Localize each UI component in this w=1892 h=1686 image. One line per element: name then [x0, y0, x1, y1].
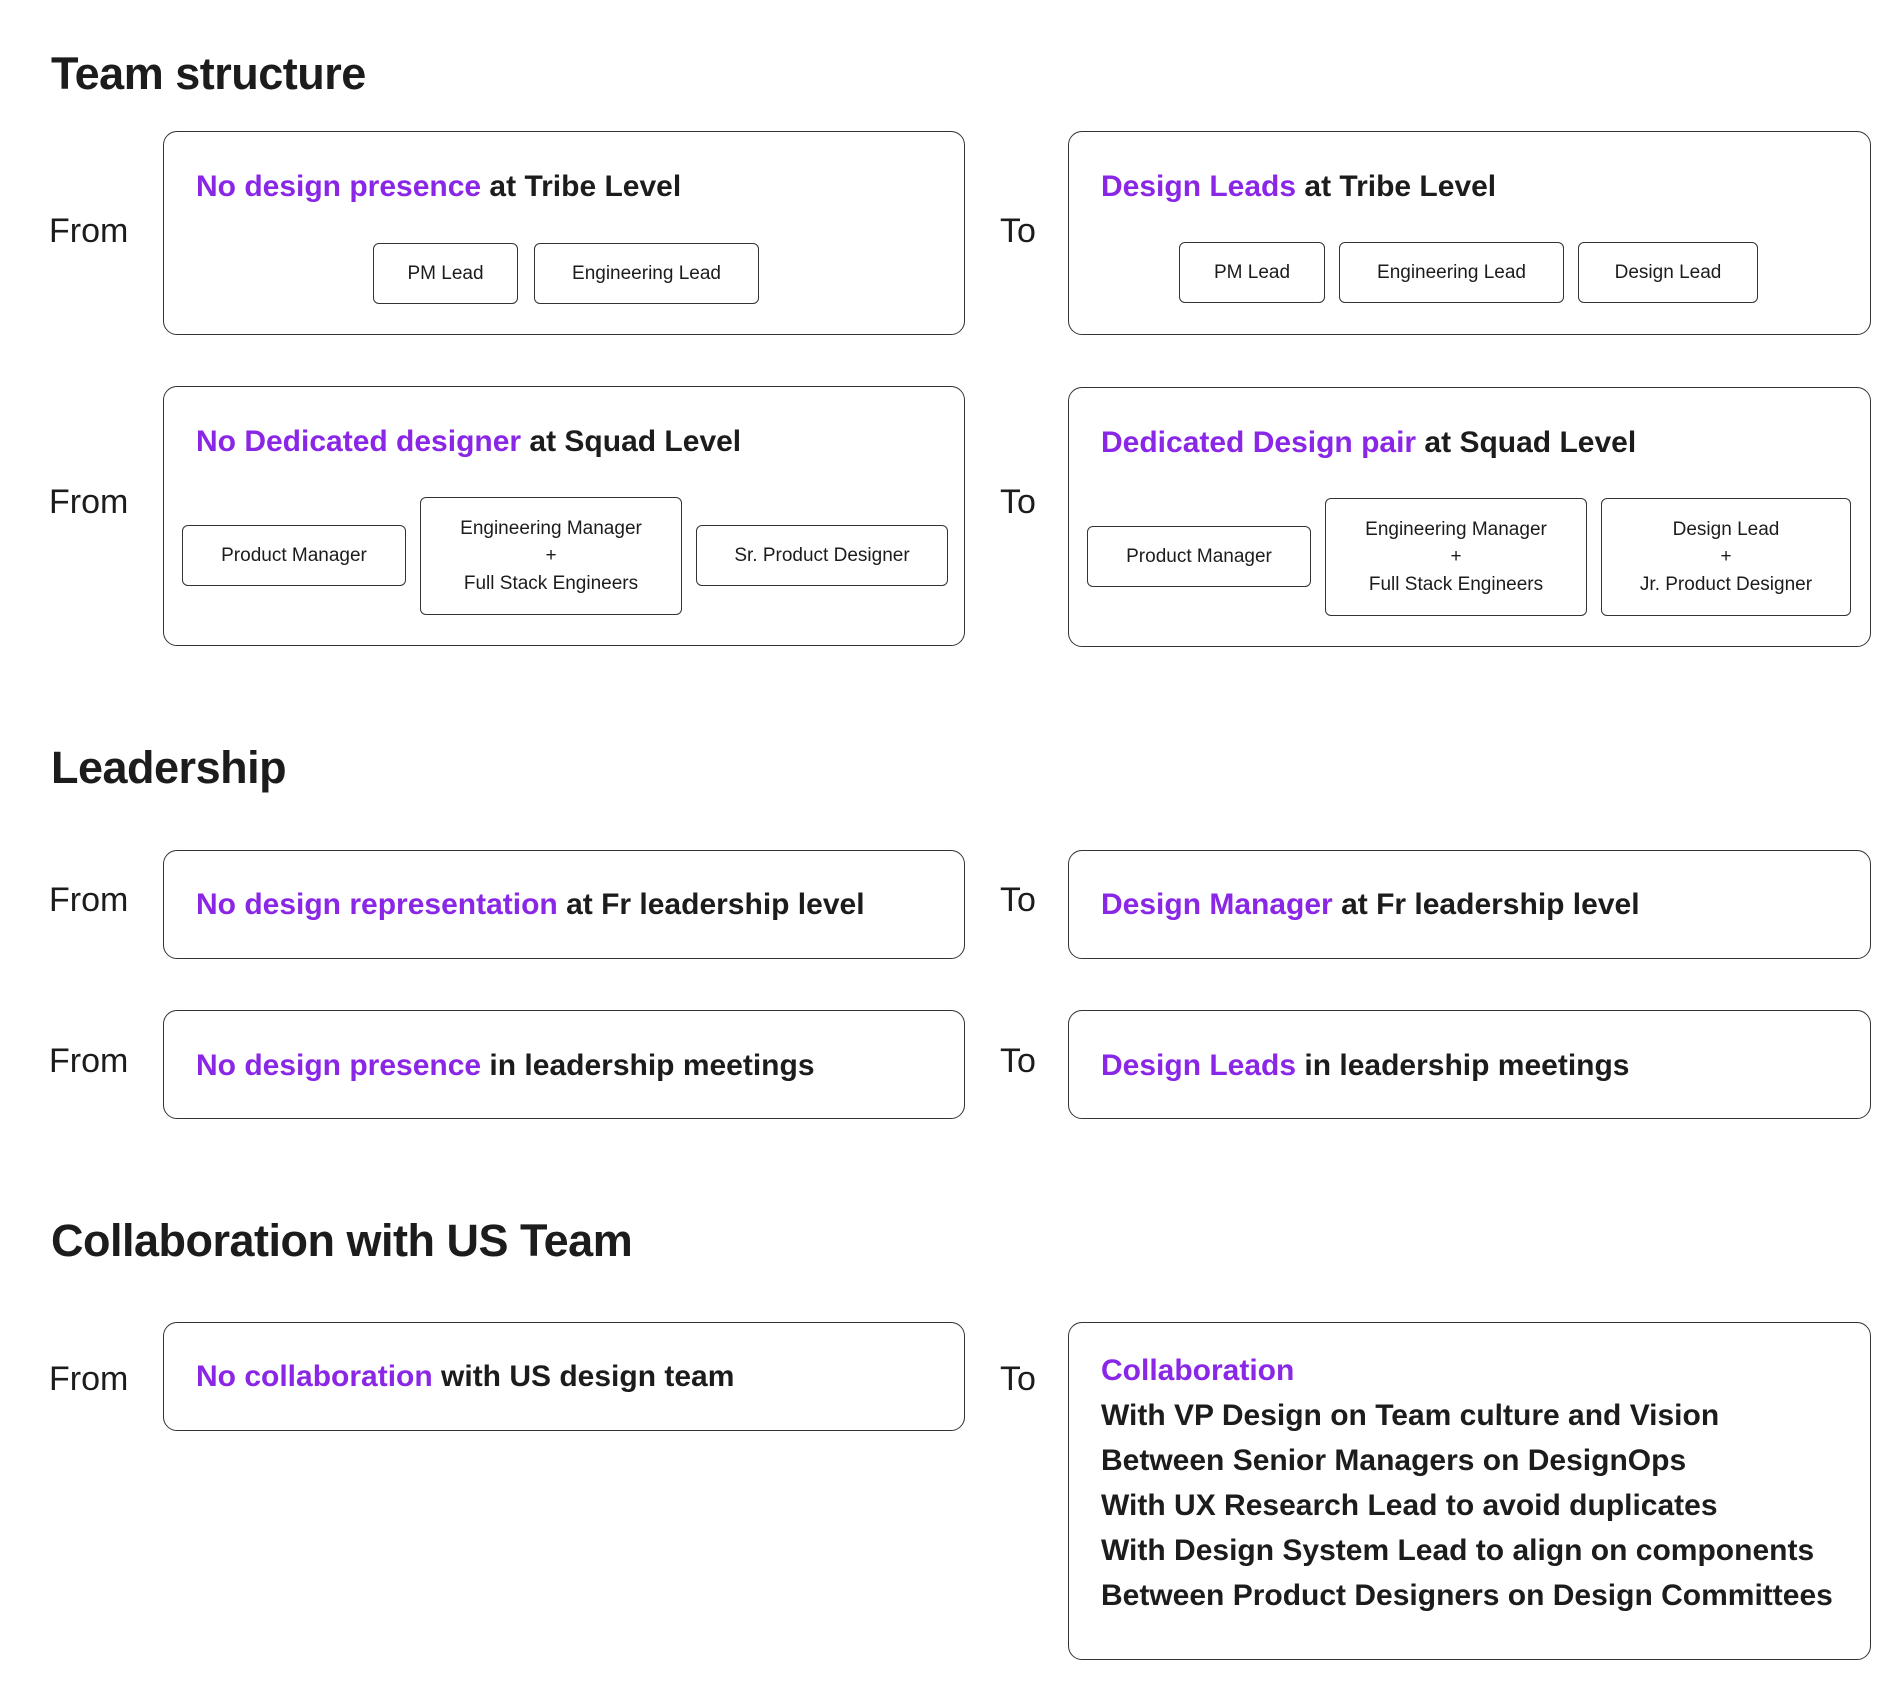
collaboration-item: Between Product Designers on Design Committees [1101, 1579, 1833, 1612]
squad-to-heading [1101, 428, 1636, 458]
leadership-row-1-to-card [1068, 850, 1871, 959]
to-label: To [1000, 212, 1036, 250]
tribe-to-rest: at Tribe Level [1296, 170, 1497, 203]
leadership-row-1-to-heading [1101, 890, 1640, 920]
role-box-engineering-manager: Engineering Manager + Full Stack Engineers [420, 497, 682, 615]
leadership-row-2-from-highlight: No design presence [196, 1049, 482, 1082]
role-box-pm-lead: PM Lead [1179, 242, 1325, 303]
collaboration-to-card [1068, 1322, 1871, 1660]
leadership-row-1-from-highlight: No design representation [196, 888, 558, 921]
role-box-design-lead-pair: Design Lead + Jr. Product Designer [1601, 498, 1851, 616]
section-title-leadership: Leadership [51, 742, 287, 793]
collaboration-item: With Design System Lead to align on components [1101, 1534, 1815, 1567]
tribe-to-highlight: Design Leads [1101, 170, 1297, 203]
from-label: From [49, 881, 129, 919]
collaboration-item: Between Senior Managers on DesignOps [1101, 1444, 1687, 1477]
tribe-from-heading [196, 172, 681, 202]
to-label: To [1000, 1360, 1036, 1398]
collaboration-from-heading [196, 1362, 734, 1392]
leadership-row-2-to-rest: in leadership meetings [1296, 1049, 1630, 1082]
to-label: To [1000, 483, 1036, 521]
leadership-row-2-to-highlight: Design Leads [1101, 1049, 1297, 1082]
role-box-engineering-lead: Engineering Lead [534, 243, 759, 304]
from-label: From [49, 212, 129, 250]
leadership-row-1-from-card [163, 850, 965, 959]
leadership-row-2-from-card [163, 1010, 965, 1119]
tribe-from-rest: at Tribe Level [481, 170, 682, 203]
from-label: From [49, 1042, 129, 1080]
role-box-pm-lead: PM Lead [373, 243, 518, 304]
section-title-team-structure: Team structure [51, 48, 366, 99]
leadership-row-1-from-heading [196, 890, 865, 920]
squad-to-highlight: Dedicated Design pair [1101, 426, 1417, 459]
collaboration-from-rest: with US design team [432, 1360, 735, 1393]
section-title-collaboration: Collaboration with US Team [51, 1215, 633, 1266]
squad-to-rest: at Squad Level [1416, 426, 1637, 459]
squad-from-highlight: No Dedicated designer [196, 425, 522, 458]
collaboration-list [1101, 1348, 1833, 1618]
squad-from-heading [196, 427, 741, 457]
role-box-engineering-manager: Engineering Manager + Full Stack Engineers [1325, 498, 1587, 616]
role-box-design-lead: Design Lead [1578, 242, 1758, 303]
tribe-to-heading [1101, 172, 1496, 202]
role-box-product-manager: Product Manager [182, 525, 406, 586]
tribe-from-highlight: No design presence [196, 170, 482, 203]
to-label: To [1000, 881, 1036, 919]
collaboration-item: With VP Design on Team culture and Vision [1101, 1399, 1720, 1432]
squad-to-card [1068, 387, 1871, 647]
tribe-to-card [1068, 131, 1871, 335]
collaboration-to-highlight: Collaboration [1101, 1354, 1295, 1387]
squad-from-rest: at Squad Level [521, 425, 742, 458]
tribe-from-card [163, 131, 965, 335]
squad-from-card [163, 386, 965, 646]
leadership-row-1-to-highlight: Design Manager [1101, 888, 1333, 921]
role-box-product-manager: Product Manager [1087, 526, 1311, 587]
from-label: From [49, 1360, 129, 1398]
leadership-row-2-from-heading [196, 1051, 815, 1081]
to-label: To [1000, 1042, 1036, 1080]
leadership-row-1-to-rest: at Fr leadership level [1332, 888, 1640, 921]
collaboration-from-card [163, 1322, 965, 1431]
role-box-sr-product-designer: Sr. Product Designer [696, 525, 948, 586]
collaboration-from-highlight: No collaboration [196, 1360, 433, 1393]
leadership-row-2-to-card [1068, 1010, 1871, 1119]
collaboration-item: With UX Research Lead to avoid duplicates [1101, 1489, 1718, 1522]
leadership-row-2-from-rest: in leadership meetings [481, 1049, 815, 1082]
role-box-engineering-lead: Engineering Lead [1339, 242, 1564, 303]
leadership-row-1-from-rest: at Fr leadership level [557, 888, 865, 921]
leadership-row-2-to-heading [1101, 1051, 1630, 1081]
from-label: From [49, 483, 129, 521]
